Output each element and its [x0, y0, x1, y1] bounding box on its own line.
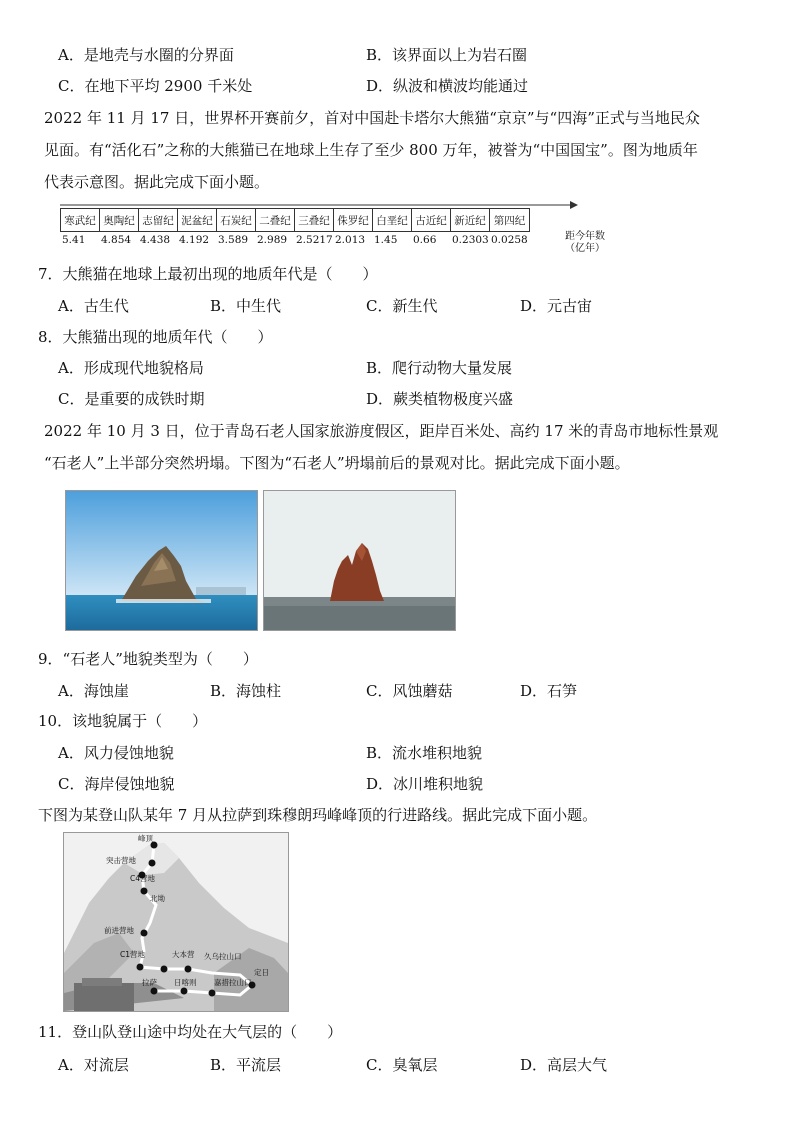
q6-option-b: B．该界面以上为岩石圈 [366, 46, 528, 64]
route-stop-label: C4营地 [130, 874, 156, 883]
q9-option-c: C．风蚀蘑菇 [366, 682, 453, 700]
age-label: 1.45 [374, 234, 398, 246]
q10-option-d: D．冰川堆积地貌 [366, 775, 484, 793]
q9-option-b: B．海蚀柱 [210, 682, 282, 700]
q7-stem: 7．大熊猫在地球上最初出现的地质年代是（ ） [38, 265, 378, 283]
q9-option-a: A．海蚀崖 [58, 682, 129, 700]
q11-option-a: A．对流层 [58, 1056, 129, 1074]
period-cell: 新近纪 [451, 209, 490, 231]
q7-option-a: A．古生代 [58, 297, 129, 315]
route-stop-label: 前进营地 [104, 926, 134, 935]
route-stop-label: 峰顶 [138, 834, 153, 843]
route-stop-dot [137, 964, 144, 971]
age-label: 2.989 [257, 234, 288, 246]
route-stop-dot [141, 888, 148, 895]
period-cell: 奥陶纪 [100, 209, 139, 231]
intro2-line2: “石老人”上半部分突然坍塌。下图为“石老人”坍塌前后的景观对比。据此完成下面小题。 [44, 454, 630, 472]
q9-option-d: D．石笋 [520, 682, 578, 700]
route-stop-label: 日喀则 [174, 978, 197, 987]
route-stop-dot [149, 860, 156, 867]
photo-after-collapse [263, 490, 456, 631]
intro1-line1: 2022 年 11 月 17 日，世界杯开赛前夕，首对中国赴卡塔尔大熊猫“京京”与“四海”正式与当地民众 [44, 109, 700, 127]
q6-option-a: A．是地壳与水圈的分界面 [58, 46, 234, 64]
route-stop-label: 北坳 [150, 894, 165, 903]
intro2-line1: 2022 年 10 月 3 日，位于青岛石老人国家旅游度假区，距岸百米处、高约 17 米的青岛市地标性景观 [44, 422, 719, 440]
q9-stem: 9．“石老人”地貌类型为（ ） [38, 650, 258, 668]
age-unit-line1: 距今年数 [565, 231, 605, 242]
age-unit [565, 231, 605, 255]
age-label: 0.66 [413, 234, 437, 246]
period-cell: 第四纪 [493, 214, 526, 227]
route-stop-dot [141, 930, 148, 937]
route-stop-label: 定日 [254, 968, 269, 977]
age-label: 3.589 [218, 234, 249, 246]
age-label: 4.192 [179, 234, 210, 246]
age-label: 4.438 [140, 234, 171, 246]
photo-before-collapse [65, 490, 258, 631]
period-strip [60, 208, 530, 232]
period-cell: 寒武纪 [61, 209, 100, 231]
route-stop-dot [185, 966, 192, 973]
period-cell: 白垩纪 [373, 209, 412, 231]
age-label: 2.5217 [296, 234, 333, 246]
period-cell: 石炭纪 [217, 209, 256, 231]
q7-option-d: D．元古宙 [520, 297, 593, 315]
q8-option-d: D．蕨类植物极度兴盛 [366, 390, 514, 408]
q10-option-b: B．流水堆积地貌 [366, 744, 483, 762]
intro1-line3: 代表示意图。据此完成下面小题。 [44, 173, 270, 191]
route-stop-dot [181, 988, 188, 995]
intro3: 下图为某登山队某年 7 月从拉萨到珠穆朗玛峰峰顶的行进路线。据此完成下面小题。 [38, 806, 598, 824]
q11-option-c: C．臭氧层 [366, 1056, 438, 1074]
q10-option-a: A．风力侵蚀地貌 [58, 744, 174, 762]
period-cell: 古近纪 [412, 209, 451, 231]
q6-option-c: C．在地下平均 2900 千米处 [58, 77, 253, 95]
period-cell: 三叠纪 [295, 209, 334, 231]
route-stop-label: 拉萨 [142, 978, 157, 987]
age-unit-line2: （亿年） [565, 243, 605, 254]
route-stop-dot [209, 990, 216, 997]
period-cell: 侏罗纪 [334, 209, 373, 231]
q8-stem: 8．大熊猫出现的地质年代（ ） [38, 328, 273, 346]
q7-option-b: B．中生代 [210, 297, 282, 315]
intro1-line2: 见面。有“活化石”之称的大熊猫已在地球上生存了至少 800 万年，被誉为“中国国宝”。图为地质年 [44, 141, 698, 159]
q11-stem: 11．登山队登山途中均处在大气层的（ ） [38, 1023, 343, 1041]
q8-option-b: B．爬行动物大量发展 [366, 359, 513, 377]
route-stop-label: C1营地 [120, 950, 146, 959]
period-cell: 二叠纪 [256, 209, 295, 231]
q8-option-a: A．形成现代地貌格局 [58, 359, 204, 377]
route-stop-label: 大本营 [172, 950, 195, 959]
climbing-route-map [63, 832, 289, 1012]
period-cell: 泥盆纪 [178, 209, 217, 231]
q11-option-b: B．平流层 [210, 1056, 282, 1074]
route-stop-label: 突击营地 [106, 856, 136, 865]
route-stop-dot [161, 966, 168, 973]
route-stop-label: 久乌拉山口 [204, 952, 242, 961]
period-cell: 志留纪 [139, 209, 178, 231]
geologic-timeline [60, 200, 620, 260]
route-stop-dot [151, 988, 158, 995]
route-stop-label: 嘉措拉山口 [214, 978, 252, 987]
age-label: 5.41 [62, 234, 86, 246]
q8-option-c: C．是重要的成铁时期 [58, 390, 205, 408]
age-label: 0.0258 [491, 234, 528, 246]
age-label: 4.854 [101, 234, 132, 246]
q10-stem: 10．该地貌属于（ ） [38, 712, 208, 730]
age-label: 2.013 [335, 234, 366, 246]
q10-option-c: C．海岸侵蚀地貌 [58, 775, 175, 793]
q11-option-d: D．高层大气 [520, 1056, 608, 1074]
q6-option-d: D．纵波和横波均能通过 [366, 77, 529, 95]
q7-option-c: C．新生代 [366, 297, 438, 315]
age-label: 0.2303 [452, 234, 489, 246]
